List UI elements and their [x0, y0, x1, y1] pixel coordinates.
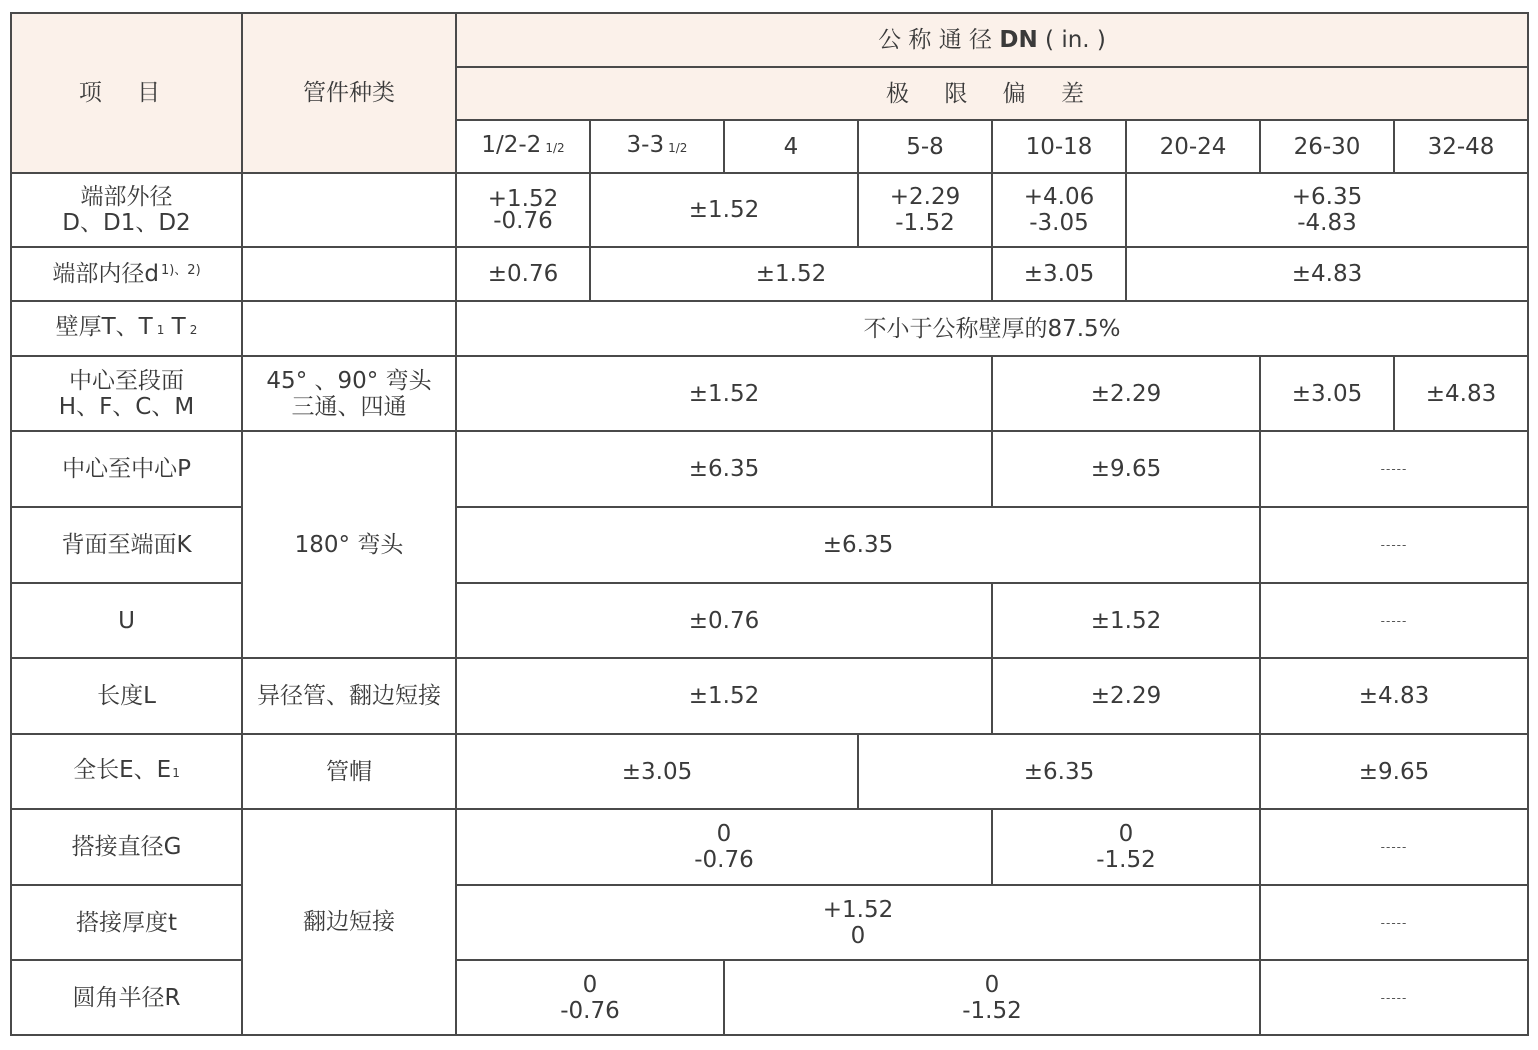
- cell-ctc-3: -----: [1260, 431, 1528, 507]
- cell-lapd-1: 0 -0.76: [456, 809, 992, 885]
- cell-ctc-2: ±9.65: [992, 431, 1260, 507]
- tolerance-table: [10, 12, 1529, 1036]
- header-fitting-type: 管件种类: [242, 13, 456, 173]
- cell-len-2: ±2.29: [992, 658, 1260, 734]
- cell-u-3: -----: [1260, 583, 1528, 658]
- cell-btf-1: ±6.35: [456, 507, 1260, 583]
- nominal-title: 公 称 通 径: [878, 27, 993, 53]
- cell-u-1: ±0.76: [456, 583, 992, 658]
- size-col-8: 32-48: [1394, 120, 1528, 173]
- row-label-lap-thickness: 搭接厚度t: [11, 885, 242, 960]
- cell-len-3: ±4.83: [1260, 658, 1528, 734]
- row-label-lap-diameter: 搭接直径G: [11, 809, 242, 885]
- cell-u-2: ±1.52: [992, 583, 1260, 658]
- cell-id-4: ±4.83: [1126, 247, 1528, 301]
- type-lap-joint: 翻边短接: [242, 809, 456, 1035]
- size-col-4: 5-8: [858, 120, 992, 173]
- type-elbow-180: 180° 弯头: [242, 431, 456, 658]
- row-label-wall-thickness: 壁厚T、T 1 T 2: [11, 301, 242, 356]
- cell-fr-2: 0 -1.52: [724, 960, 1260, 1035]
- cell-od-1: +1.52 -0.76: [456, 173, 590, 247]
- type-center-to-end: 45° 、90° 弯头 三通、四通: [242, 356, 456, 431]
- cell-ol-2: ±6.35: [858, 734, 1260, 809]
- cell-ctc-1: ±6.35: [456, 431, 992, 507]
- row-label-fillet-radius: 圆角半径R: [11, 960, 242, 1035]
- row-label-length: 长度L: [11, 658, 242, 734]
- size-col-1: 1/2-2 1/2: [456, 120, 590, 173]
- row-label-u: U: [11, 583, 242, 658]
- header-limit-deviation: 极 限 偏 差: [456, 67, 1528, 120]
- cell-wall-thickness: 不小于公称壁厚的87.5%: [456, 301, 1528, 356]
- row-label-back-to-face: 背面至端面K: [11, 507, 242, 583]
- row-label-center-to-center: 中心至中心P: [11, 431, 242, 507]
- cell-fr-3: -----: [1260, 960, 1528, 1035]
- cell-btf-2: -----: [1260, 507, 1528, 583]
- nominal-unit: ( in. ): [1045, 27, 1106, 53]
- cell-od-2: ±1.52: [590, 173, 858, 247]
- row-label-center-to-end: 中心至段面 H、F、C、M: [11, 356, 242, 431]
- header-item: 项 目: [11, 13, 242, 173]
- cell-fr-1: 0 -0.76: [456, 960, 724, 1035]
- type-outer-diameter: [242, 173, 456, 247]
- cell-ol-1: ±3.05: [456, 734, 858, 809]
- cell-lapd-3: -----: [1260, 809, 1528, 885]
- row-label-outer-diameter: 端部外径 D、D1、D2: [11, 173, 242, 247]
- size-col-5: 10-18: [992, 120, 1126, 173]
- cell-id-3: ±3.05: [992, 247, 1126, 301]
- size-col-7: 26-30: [1260, 120, 1394, 173]
- nominal-dn: DN: [999, 27, 1038, 53]
- cell-len-1: ±1.52: [456, 658, 992, 734]
- cell-id-1: ±0.76: [456, 247, 590, 301]
- cell-cte-3: ±3.05: [1260, 356, 1394, 431]
- cell-lapt-2: -----: [1260, 885, 1528, 960]
- row-label-inner-diameter: 端部内径d $^{1)、2)}$: [11, 247, 242, 301]
- type-length: 异径管、翻边短接: [242, 658, 456, 734]
- row-label-overall-length: 全长E、E1: [11, 734, 242, 809]
- size-col-3: 4: [724, 120, 858, 173]
- cell-od-5: +6.35 -4.83: [1126, 173, 1528, 247]
- cell-od-4: +4.06 -3.05: [992, 173, 1126, 247]
- cell-cte-4: ±4.83: [1394, 356, 1528, 431]
- type-inner-diameter: [242, 247, 456, 301]
- cell-lapd-2: 0 -1.52: [992, 809, 1260, 885]
- size-col-6: 20-24: [1126, 120, 1260, 173]
- cell-cte-2: ±2.29: [992, 356, 1260, 431]
- cell-ol-3: ±9.65: [1260, 734, 1528, 809]
- cell-cte-1: ±1.52: [456, 356, 992, 431]
- size-col-2: 3-3 1/2: [590, 120, 724, 173]
- cell-id-2: ±1.52: [590, 247, 992, 301]
- header-nominal-size: [456, 13, 1528, 67]
- cell-lapt-1: +1.52 0: [456, 885, 1260, 960]
- type-wall-thickness: [242, 301, 456, 356]
- cell-od-3: +2.29 -1.52: [858, 173, 992, 247]
- type-overall-length: 管帽: [242, 734, 456, 809]
